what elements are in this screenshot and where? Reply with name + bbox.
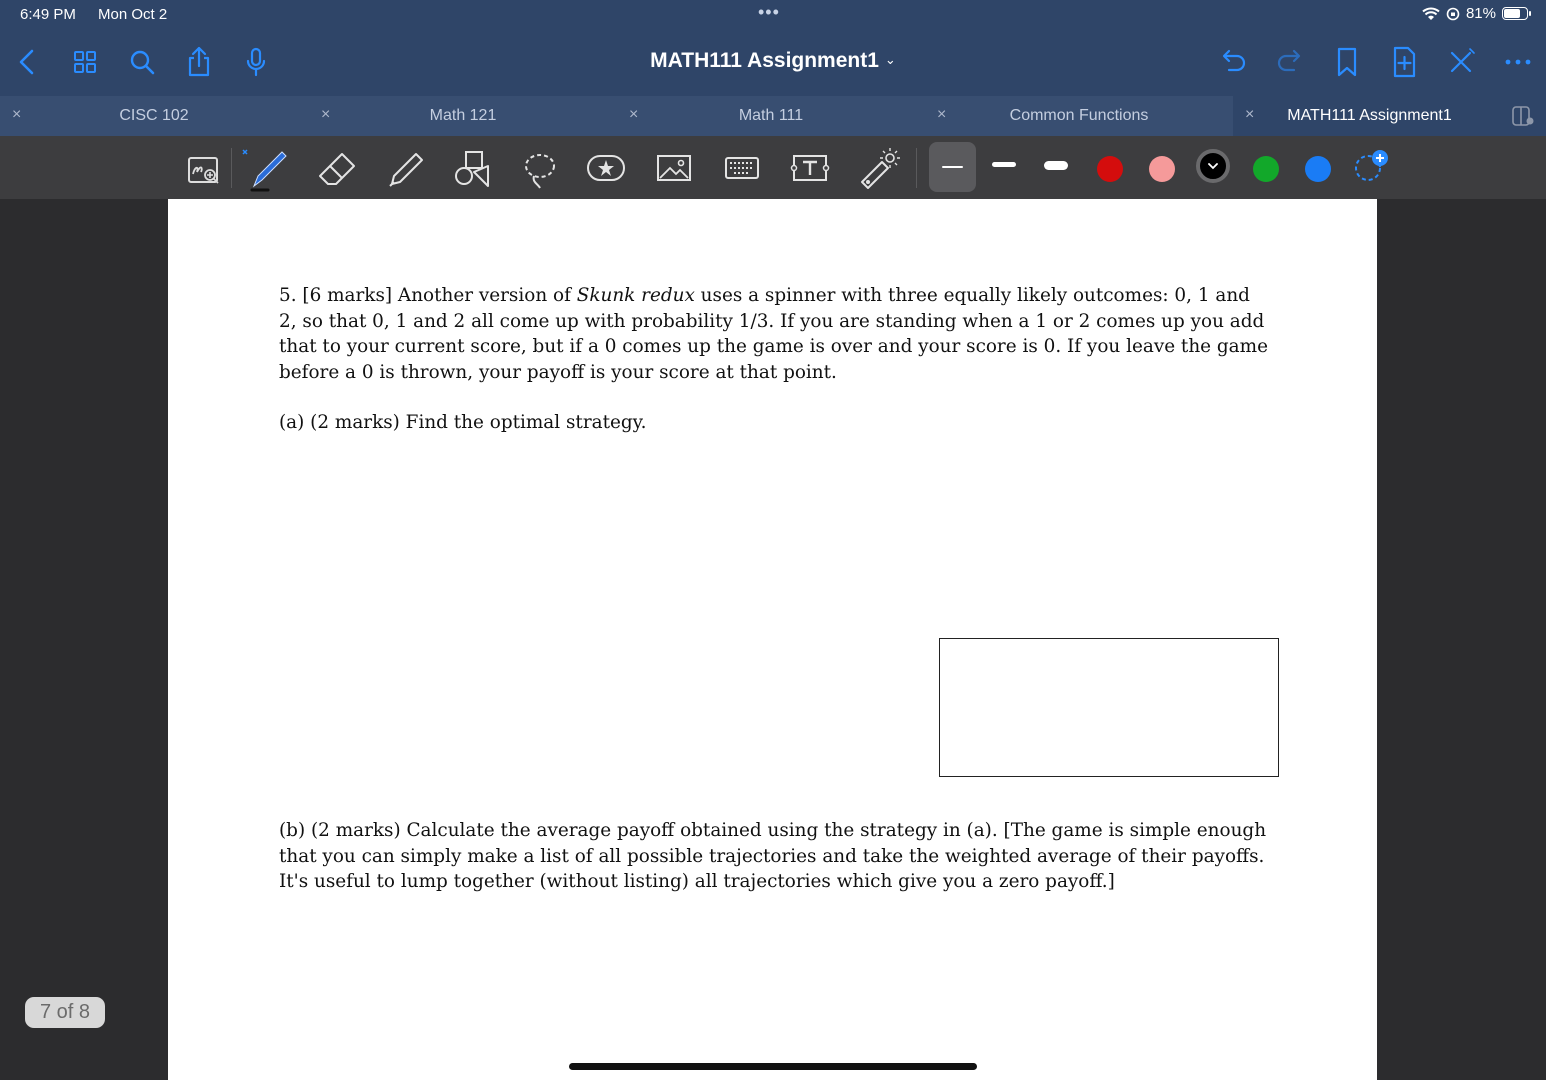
tab-label: Common Functions [1009,107,1149,124]
text-box-icon[interactable] [784,142,836,194]
tab-close-icon[interactable]: × [937,106,947,123]
battery-icon [1502,7,1528,20]
status-right [1422,5,1528,22]
pen-icon[interactable] [238,142,290,194]
status-time: 6:49 PM [20,6,76,23]
orientation-lock-icon [1446,7,1460,21]
tab-label: MATH111 Assignment1 [1287,107,1452,124]
stroke-width-thin[interactable] [929,142,976,192]
keyboard-icon[interactable] [716,142,768,194]
undo-icon[interactable] [1215,44,1251,80]
bookmark-icon[interactable] [1329,44,1365,80]
more-icon[interactable] [1500,44,1536,80]
top-navigation-bar [0,0,1546,96]
add-color-icon[interactable] [1348,144,1392,188]
wifi-icon [1422,7,1440,21]
eraser-icon[interactable] [310,142,362,194]
tab-math111-assignment1[interactable] [1233,96,1546,136]
tab-label: CISC 102 [119,107,189,124]
laser-pointer-icon[interactable] [852,142,904,194]
chevron-down-icon [1208,162,1218,170]
add-page-icon[interactable] [1386,44,1422,80]
highlighter-icon[interactable] [380,142,432,194]
lasso-icon[interactable] [514,142,566,194]
answer-box[interactable] [939,638,1279,777]
home-indicator[interactable] [569,1063,977,1070]
stroke-width-thick[interactable] [1044,161,1068,170]
color-swatch-pink[interactable] [1149,156,1175,182]
question-5b-text: (b) (2 marks) Calculate the average payoff obtained using the strategy in (a). [The game is simple enough that you can simply make a list of all possible trajectories and take the weighted average of their payoffs. It's useful to lump together (without listing) all trajectories which give you a zero payoff.] [279,820,1267,893]
tab-cisc-102[interactable] [0,96,308,136]
question-5a-text: (a) (2 marks) Find the optimal strategy. [279,412,647,433]
image-icon[interactable] [648,142,700,194]
document-page[interactable] [168,199,1377,1080]
question-5-italic: Skunk redux [576,285,695,306]
sticker-star-icon[interactable] [580,142,632,194]
document-title-text: MATH111 Assignment1 [650,49,879,72]
battery-percent: 81% [1465,5,1496,22]
shapes-icon[interactable] [446,142,498,194]
tab-close-icon[interactable]: × [321,106,331,123]
question-5-prefix: 5. [6 marks] Another version of [279,285,577,306]
question-5-text [279,283,1269,385]
zoom-window-icon[interactable] [177,142,229,194]
battery-fill [1504,9,1520,18]
question-5-suffix: uses a spinner with three equally likely outcomes: 0, 1 and 2, so that 0, 1 and 2 all come up with probability 1/3. If you are standing when a 1 or 2 comes up you add that to your current score, but if a 0 comes up the game is over and your score is 0. If you leave the game before a 0 is thrown, your payoff is your score at that point. [279,285,1268,383]
tab-math-121[interactable] [309,96,617,136]
color-swatch-red[interactable] [1097,156,1123,182]
toolbar-separator [231,148,232,188]
tab-close-icon[interactable]: × [1245,106,1255,123]
status-date: Mon Oct 2 [98,6,168,23]
tab-label: Math 121 [429,107,497,124]
tab-close-icon[interactable]: × [629,106,639,123]
split-view-icon[interactable] [1512,106,1534,126]
document-tabs [0,96,1546,136]
document-title[interactable] [0,49,1546,73]
tab-label: Math 111 [738,107,804,124]
tab-math-111[interactable] [617,96,925,136]
toolbar-separator [916,148,917,188]
page-indicator: 7 of 8 [25,997,105,1028]
color-swatch-green[interactable] [1253,156,1279,182]
tab-common-functions[interactable] [925,96,1233,136]
multitasking-dots[interactable]: ••• [758,2,780,22]
chevron-down-icon: ⌄ [884,52,896,67]
close-x-icon[interactable] [1443,44,1479,80]
color-swatch-blue[interactable] [1305,156,1331,182]
stroke-width-medium[interactable] [992,162,1016,167]
annotation-toolbar [0,136,1546,199]
tab-close-icon[interactable]: × [12,106,22,123]
redo-icon[interactable] [1272,44,1308,80]
color-swatch-black-selected[interactable] [1196,149,1230,183]
